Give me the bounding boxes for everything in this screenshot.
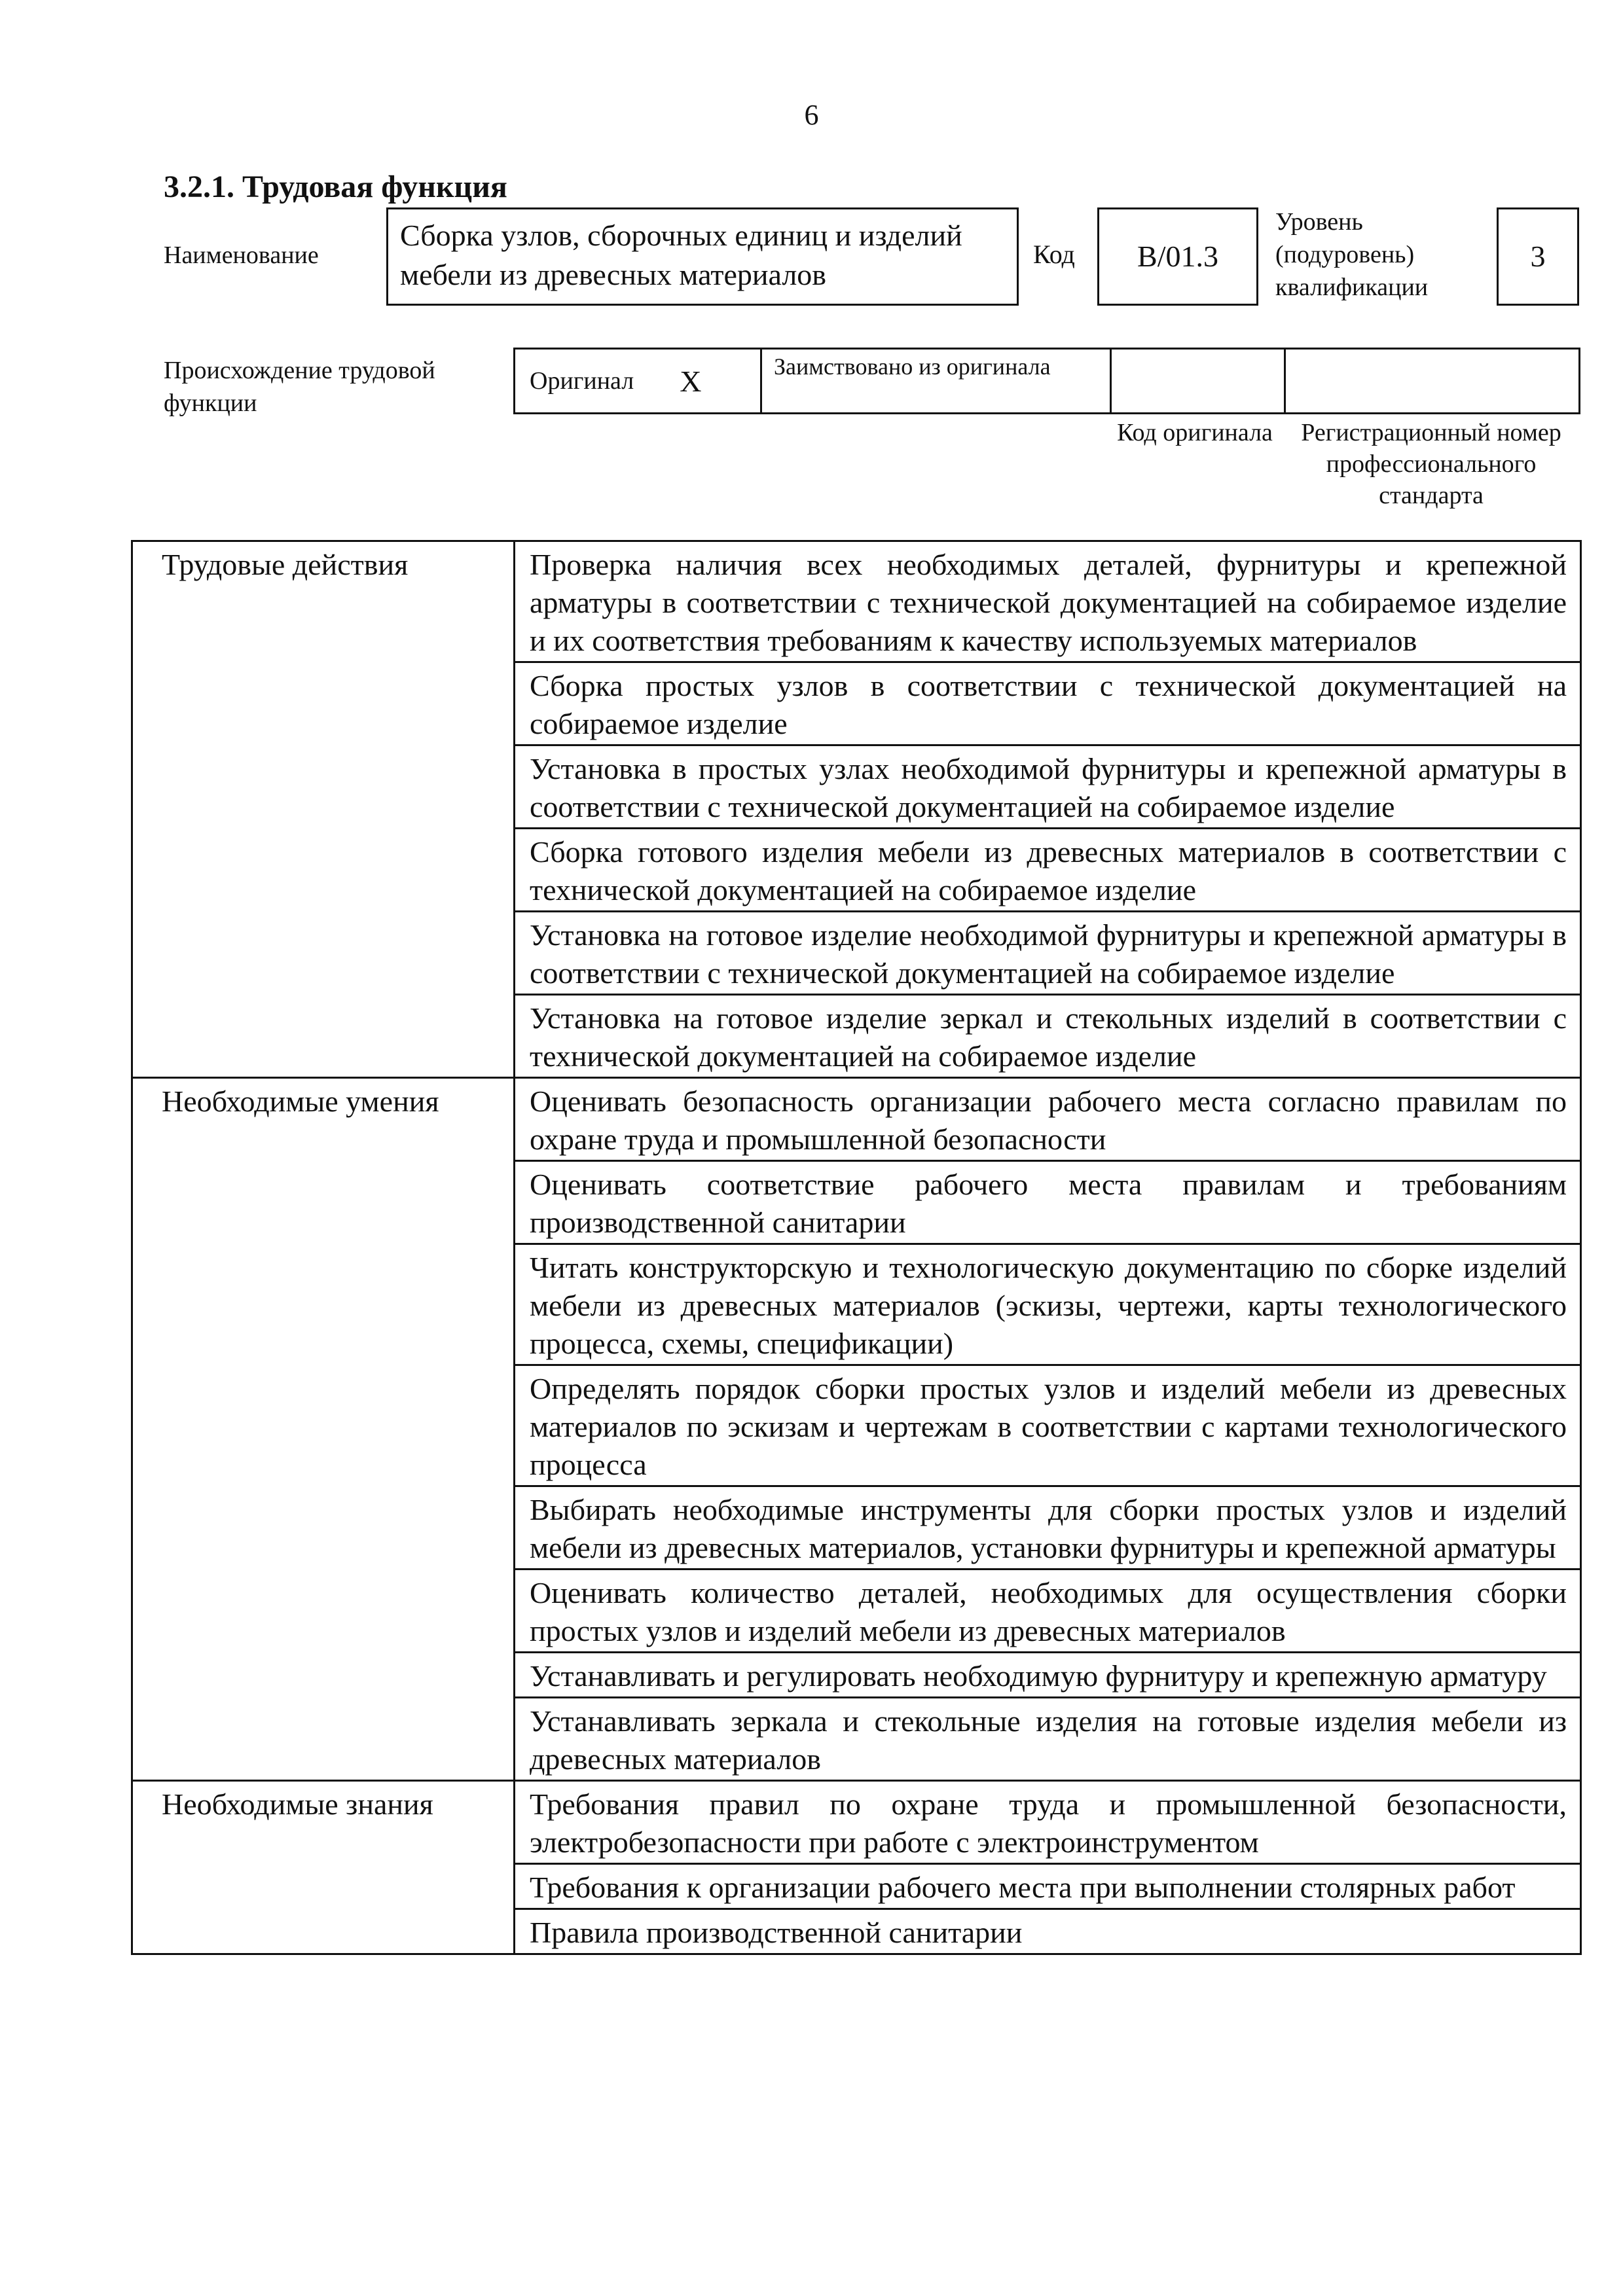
item-cell: Устанавливать и регулировать необходимую фурнитуру и крепежную арматуру — [515, 1653, 1581, 1698]
item-cell: Читать конструкторскую и технологическую документацию по сборке изделий мебели из древесных материалов (эскизы, чертежи, карты технологического процесса, схемы, спецификации) — [515, 1244, 1581, 1365]
table-row — [132, 1078, 1581, 1161]
name-label: Наименование — [164, 242, 319, 269]
function-code-box: В/01.3 — [1097, 207, 1258, 306]
level-value-box: 3 — [1497, 207, 1579, 306]
origin-borrowed-cell: Заимствовано из оригинала — [762, 348, 1112, 414]
section-title: 3.2.1. Трудовая функция — [164, 170, 507, 204]
item-cell: Оценивать безопасность организации рабочего места согласно правилам по охране труда и промышленной безопасности — [515, 1078, 1581, 1161]
original-mark: X — [680, 364, 702, 398]
item-cell: Оценивать соответствие рабочего места правилам и требованиям производственной санитарии — [515, 1161, 1581, 1244]
category-cell: Необходимые знания — [132, 1781, 515, 1954]
origin-reg-cell — [1286, 348, 1580, 414]
function-name-box: Сборка узлов, сборочных единиц и изделий мебели из древесных материалов — [386, 207, 1019, 306]
origin-label: Происхождение трудовой функции — [164, 357, 435, 417]
item-cell: Установка на готовое изделие необходимой фурнитуры и крепежной арматуры в соответствии с технической документацией на собираемое изделие — [515, 912, 1581, 995]
item-cell: Установка в простых узлах необходимой фурнитуры и крепежной арматуры в соответствии с технической документацией на собираемое изделие — [515, 745, 1581, 829]
item-cell: Сборка готового изделия мебели из древесных материалов в соответствии с технической документацией на собираемое изделие — [515, 829, 1581, 912]
item-cell: Сборка простых узлов в соответствии с технической документацией на собираемое изделие — [515, 662, 1581, 745]
table-row — [132, 541, 1581, 662]
category-cell: Необходимые умения — [132, 1078, 515, 1781]
item-cell: Оценивать количество деталей, необходимых для осуществления сборки простых узлов и изделий мебели из древесных материалов — [515, 1570, 1581, 1653]
origin-original-cell — [513, 348, 762, 414]
code-original-caption: Код оригинала — [1117, 419, 1273, 446]
labor-function-table — [131, 540, 1582, 1955]
reg-number-caption: Регистрационный номер профессионального стандарта — [1301, 419, 1561, 509]
category-cell: Трудовые действия — [132, 541, 515, 1078]
original-label: Оригинал — [530, 367, 634, 395]
item-cell: Требования к организации рабочего места при выполнении столярных работ — [515, 1864, 1581, 1909]
table-row — [132, 1781, 1581, 1864]
item-cell: Требования правил по охране труда и промышленной безопасности, электробезопасности при работе с электроинструментом — [515, 1781, 1581, 1864]
level-label: Уровень (подуровень) квалификации — [1275, 208, 1429, 301]
origin-code-cell — [1112, 348, 1286, 414]
page-number: 6 — [804, 99, 819, 131]
code-label: Код — [1033, 240, 1075, 269]
item-cell: Проверка наличия всех необходимых деталей, фурнитуры и крепежной арматуры в соответствии с технической документацией на собираемое изделие и их соответствия требованиям к качеству используемых материалов — [515, 541, 1581, 662]
item-cell: Устанавливать зеркала и стекольные изделия на готовые изделия мебели из древесных материалов — [515, 1698, 1581, 1781]
item-cell: Определять порядок сборки простых узлов и изделий мебели из древесных материалов по эскизам и чертежам в соответствии с картами технологического процесса — [515, 1365, 1581, 1486]
item-cell: Установка на готовое изделие зеркал и стекольных изделий в соответствии с технической документацией на собираемое изделие — [515, 995, 1581, 1078]
item-cell: Выбирать необходимые инструменты для сборки простых узлов и изделий мебели из древесных материалов, установки фурнитуры и крепежной арматуры — [515, 1486, 1581, 1570]
origin-row — [513, 348, 1580, 414]
item-cell: Правила производственной санитарии — [515, 1909, 1581, 1954]
